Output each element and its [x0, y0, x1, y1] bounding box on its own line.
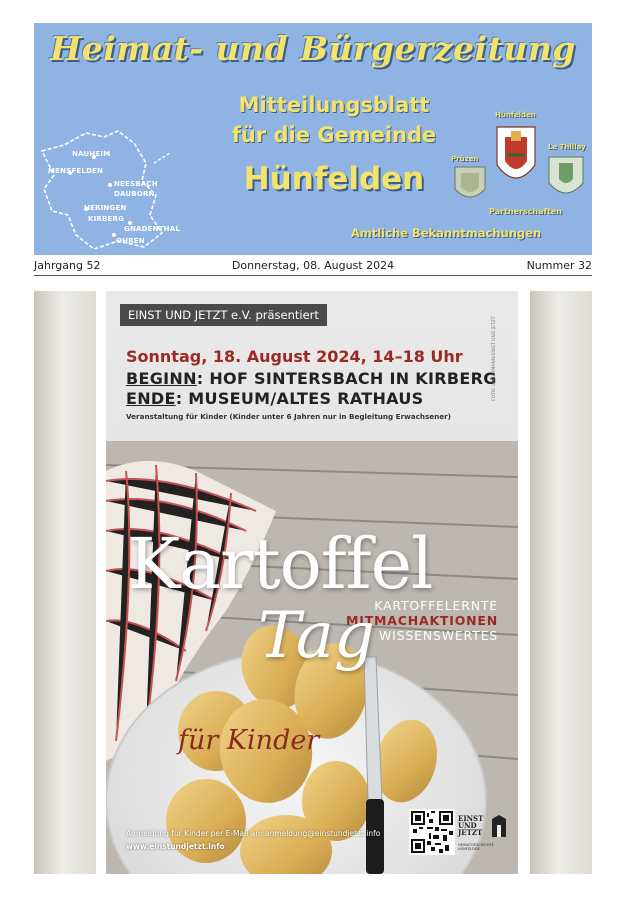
poster-title-kartoffel: Kartoffel	[128, 523, 433, 605]
map-town-label: HERINGEN	[84, 204, 127, 212]
map-town-label: NAUHEIM	[72, 150, 111, 158]
photo-credit: FOTO: LAGERMANN/EINST UND JETZT	[492, 316, 497, 401]
logo-word-jetzt: JETZT	[458, 828, 483, 837]
newspaper-title: Heimat- und Bürgerzeitung	[50, 29, 576, 68]
audience-label: für Kinder	[178, 725, 320, 756]
event-poster	[106, 291, 518, 874]
subtitle-line-2: für die Gemeinde	[231, 123, 437, 147]
registration-info: Anmeldung für Kinder per E-Mail an: anmeldung@einstundjetzt.info	[126, 829, 381, 838]
issue-number: Nummer 32	[526, 259, 592, 272]
official-notices-label: Amtliche Bekanntmachungen	[350, 226, 542, 240]
issue-info-bar	[34, 257, 592, 276]
crest-label-partnerships: Partnerschaften	[489, 207, 562, 216]
map-town-label: MENSFELDEN	[48, 167, 104, 175]
activity-handson: MITMACHAKTIONEN	[346, 613, 498, 628]
crest-label-left: Prüzen	[451, 155, 479, 163]
crest-label-center: Hünfelden	[495, 111, 536, 119]
issue-volume: Jahrgang 52	[34, 259, 101, 272]
event-end	[126, 389, 423, 408]
issue-date: Donnerstag, 08. August 2024	[231, 259, 395, 272]
presenter-badge: EINST UND JETZT e.V. präsentiert	[120, 304, 327, 326]
crest-label-right: Le Thillay	[548, 143, 586, 151]
activity-harvest: KARTOFFELERNTE	[374, 598, 498, 613]
end-place: : MUSEUM/ALTES RATHAUS	[175, 389, 424, 408]
logo-subtitle: HEIMATGESCHICHTE HÜNFELDEN	[458, 843, 494, 851]
einst-und-jetzt-logo	[458, 815, 508, 857]
building-icon	[492, 815, 506, 837]
event-date-time: Sonntag, 18. August 2024, 14–18 Uhr	[126, 347, 463, 366]
left-side-strip	[34, 291, 96, 874]
subtitle-line-1: Mitteilungsblatt	[238, 93, 430, 117]
map-town-label: DAUBORN	[114, 190, 155, 198]
map-town-label: OHREN	[116, 237, 145, 245]
age-note: Veranstaltung für Kinder (Kinder unter 6 Jahren nur in Begleitung Erwachsener)	[126, 412, 451, 421]
website-link[interactable]: www.einstundjetzt.info	[126, 842, 225, 851]
poster-title-tag: Tag	[258, 599, 375, 673]
municipality-name: Hünfelden	[243, 161, 425, 197]
municipality-map	[34, 123, 180, 253]
event-start	[126, 369, 497, 388]
logo-word-einst: EINST	[458, 814, 484, 823]
right-side-strip	[530, 291, 592, 874]
start-place: : HOF SINTERSBACH IN KIRBERG	[196, 369, 497, 388]
masthead-banner	[34, 23, 592, 255]
map-town-label: GNADENTHAL	[124, 225, 180, 233]
map-town-label: KIRBERG	[88, 215, 125, 223]
logo-word-und: UND	[458, 821, 477, 830]
map-outline-icon	[34, 123, 174, 253]
map-town-label: NEESBACH	[114, 180, 158, 188]
start-key: BEGINN	[126, 369, 197, 388]
end-key: ENDE	[126, 389, 176, 408]
partnership-crests	[449, 111, 592, 231]
activity-knowledge: WISSENSWERTES	[379, 628, 498, 643]
qr-code-icon[interactable]	[409, 809, 455, 855]
